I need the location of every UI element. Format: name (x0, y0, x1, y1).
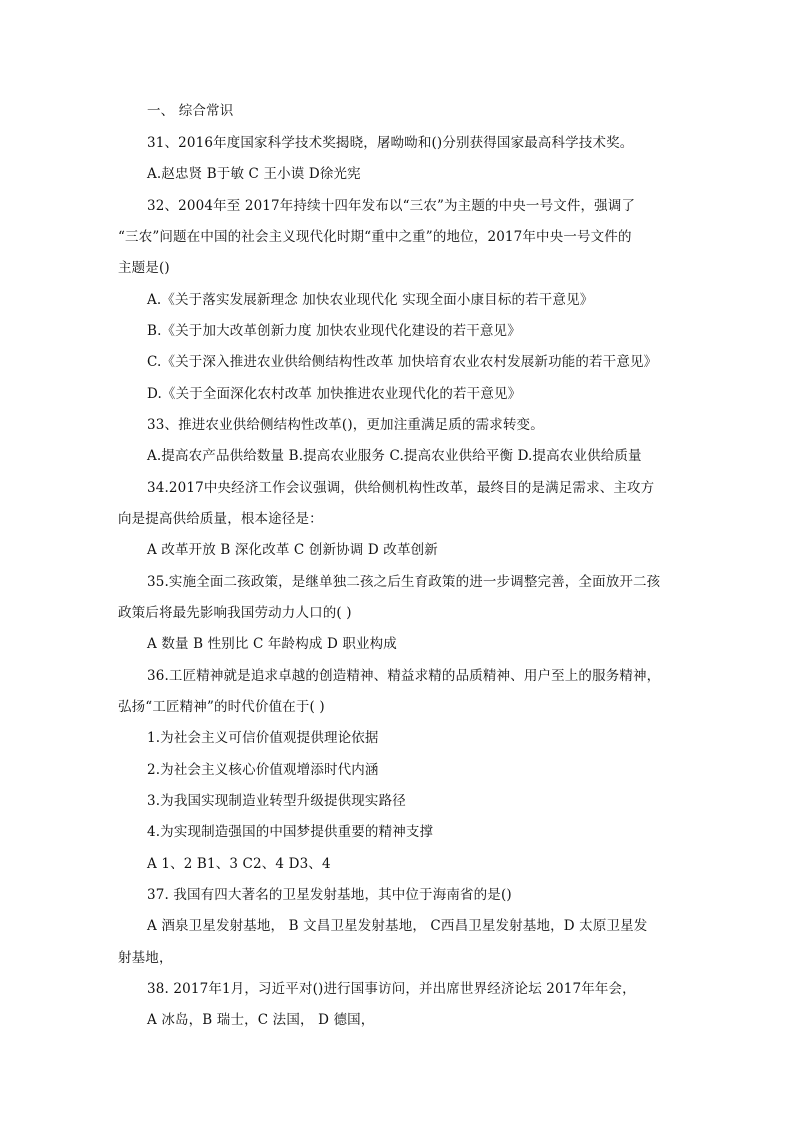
question-36-item-1: 1.为社会主义可信价值观提供理论依据 (147, 730, 379, 746)
question-36-line-1: 36.工匠精神就是追求卓越的创造精神、精益求精的品质精神、用户至上的服务精神， (147, 668, 661, 684)
question-32-line-2: “三农”问题在中国的社会主义现代化时期“重中之重”的地位，2017年中央一号文件的 (118, 229, 632, 245)
question-36-options: A 1、2 B1、3 C2、4 D3、4 (147, 856, 331, 872)
question-32-option-d: D.《关于全面深化农村改革 加快推进农业现代化的若干意见》 (147, 386, 522, 402)
question-32-line-3: 主题是() (118, 260, 170, 276)
section-heading: 一、 综合常识 (147, 103, 234, 119)
question-34-line-2: 向是提高供给质量，根本途径是： (118, 511, 323, 527)
question-37: 37. 我国有四大著名的卫星发射基地，其中位于海南省的是() (147, 887, 512, 903)
question-32-line-1: 32、2004年至 2017年持续十四年发布以“三农”为主题的中央一号文件，强调了 (147, 198, 636, 214)
question-38-options: A 冰岛，B 瑞士，C 法国， D 德国， (147, 1012, 375, 1028)
question-32-option-a: A.《关于落实发展新理念 加快农业现代化 实现全面小康目标的若干意见》 (147, 292, 594, 308)
question-33: 33、推进农业供给侧结构性改革()，更加注重满足质的需求转变。 (147, 417, 544, 433)
question-37-options-line-2: 射基地， (118, 950, 173, 966)
question-32-option-c: C.《关于深入推进农业供给侧结构性改革 加快培育农业农村发展新功能的若干意见》 (147, 354, 658, 370)
question-34-line-1: 34.2017中央经济工作会议强调，供给侧机构性改革，最终目的是满足需求、主攻方 (147, 480, 655, 496)
question-36-item-3: 3.为我国实现制造业转型升级提供现实路径 (147, 793, 406, 809)
question-36-item-2: 2.为社会主义核心价值观增添时代内涵 (147, 762, 379, 778)
question-32-option-b: B.《关于加大改革创新力度 加快农业现代化建设的若干意见》 (147, 323, 521, 339)
question-31: 31、2016年度国家科学技术奖揭晓，屠呦呦和()分别获得国家最高科学技术奖。 (147, 135, 634, 151)
question-35-line-2: 政策后将最先影响我国劳动力人口的( ) (118, 605, 352, 621)
question-38: 38. 2017年1月，习近平对()进行国事访问，并出席世界经济论坛 2017年年会， (147, 981, 636, 997)
question-37-options-line-1: A 酒泉卫星发射基地， B 文昌卫星发射基地， C西昌卫星发射基地，D 太原卫星发 (147, 918, 648, 934)
question-35-options: A 数量 B 性别比 C 年龄构成 D 职业构成 (147, 636, 397, 652)
question-31-options: A.赵忠贤 B于敏 C 王小谟 D徐光宪 (147, 166, 361, 182)
question-33-options: A.提高农产品供给数量 B.提高农业服务 C.提高农业供给平衡 D.提高农业供给质量 (147, 448, 642, 464)
question-36-line-2: 弘扬“工匠精神”的时代价值在于( ) (118, 699, 325, 715)
question-36-item-4: 4.为实现制造强国的中国梦提供重要的精神支撑 (147, 824, 434, 840)
question-35-line-1: 35.实施全面二孩政策，是继单独二孩之后生育政策的进一步调整完善，全面放开二孩 (147, 574, 661, 590)
question-34-options: A 改革开放 B 深化改革 C 创新协调 D 改革创新 (147, 542, 438, 558)
